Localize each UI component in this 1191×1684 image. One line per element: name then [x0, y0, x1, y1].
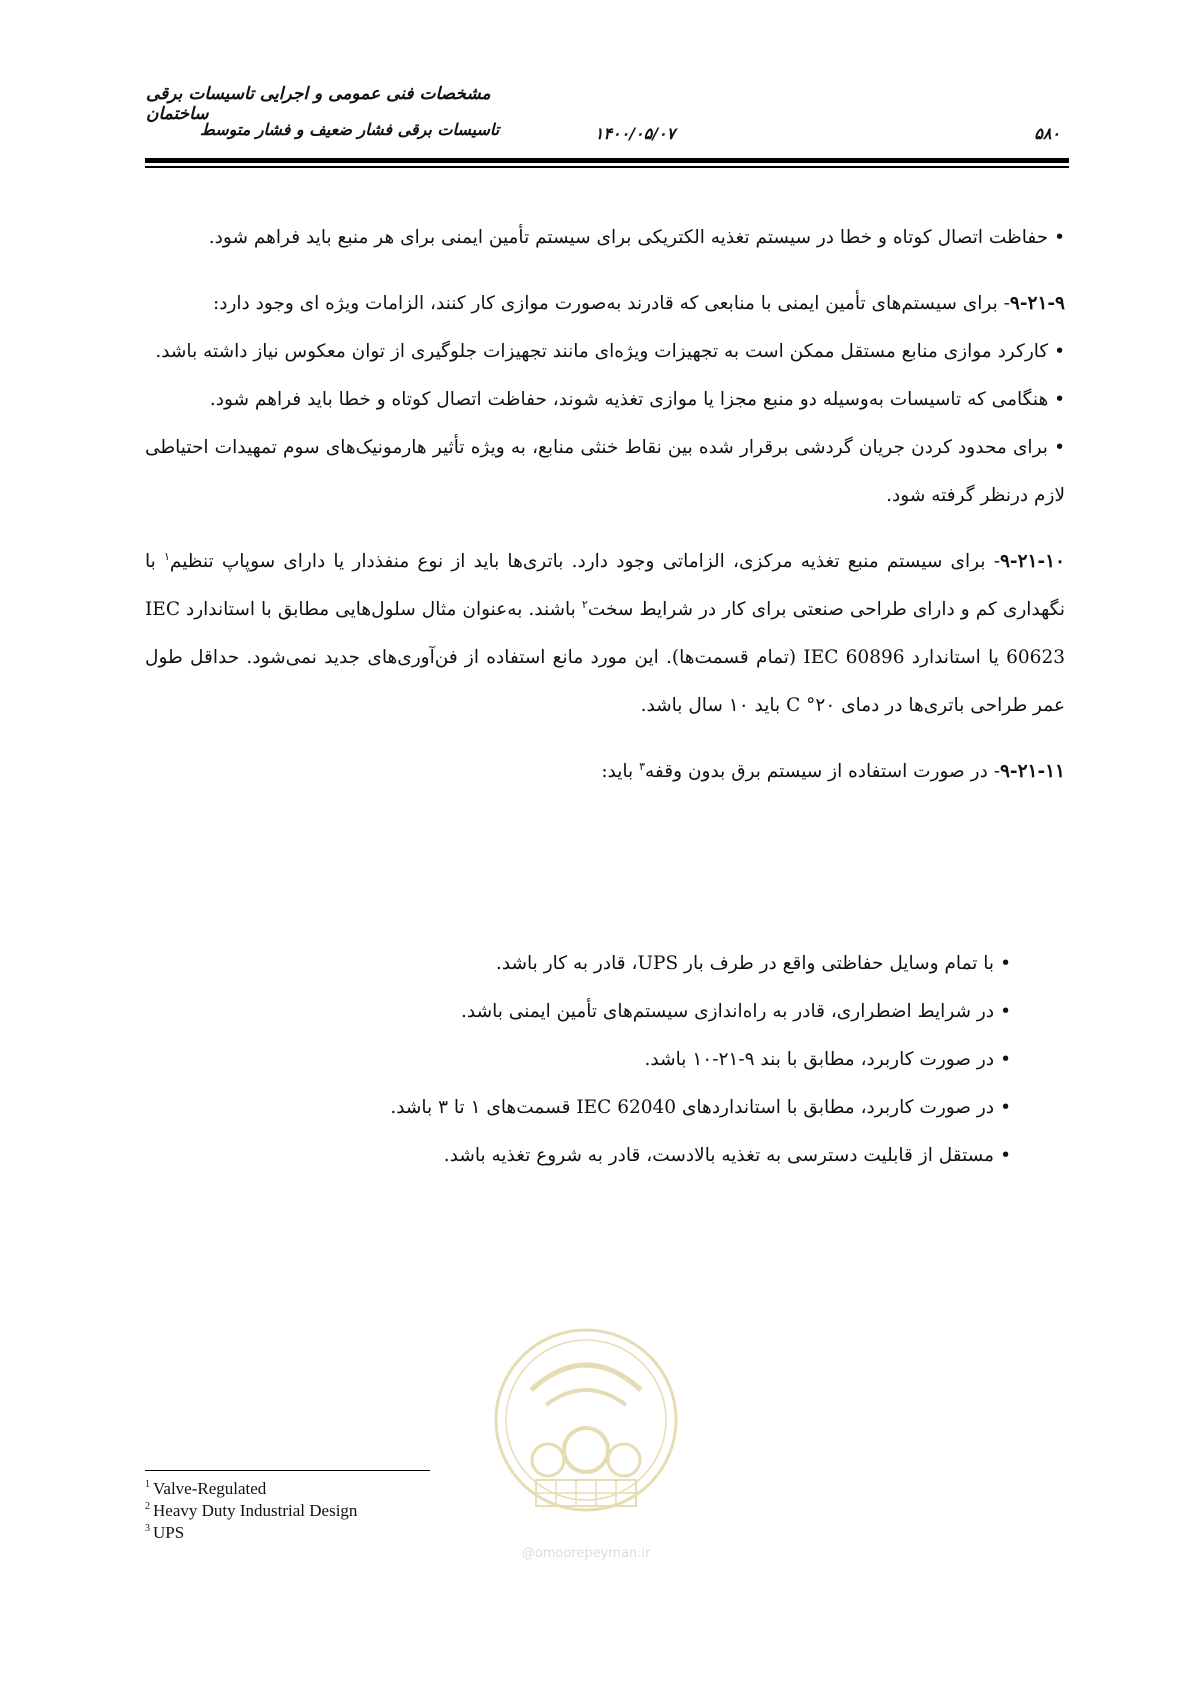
bullet-icon: • — [1000, 1097, 1011, 1118]
footnote: $^2$ Heavy Duty Industrial Design — [145, 1501, 358, 1520]
bullet-icon: • — [1000, 1001, 1011, 1022]
list-item: •در صورت کاربرد، مطابق با استانداردهای IEC 62040 قسمت‌های ۱ تا ۳ باشد. — [390, 1097, 1011, 1118]
section-9-21-9 — [145, 280, 1065, 328]
section-number: ۹-۲۱-۹ — [1009, 293, 1065, 314]
bullet-icon: • — [1000, 1145, 1011, 1166]
section-number: ۹-۲۱-۱۱ — [999, 761, 1065, 782]
section-text: باشند. به‌عنوان مثال سلول‌هایی مطابق با استاندارد IEC 60623 یا استاندارد IEC 60896 (تمام قسمت‌ها). این مورد مانع استفاده از فن‌آوری‌های جدید نمی‌شود. حداقل طول عمر طراحی باتری‌ها در دمای ۲۰° C باید ۱۰ سال باشد. — [145, 599, 1065, 716]
bullet-two-sources: • هنگامی که تاسیسات به‌وسیله دو منبع مجزا یا موازی تغذیه شوند، حفاظت اتصال کوتاه و خطا باید فراهم شود. — [209, 389, 1065, 410]
header-title: مشخصات فنی عمومی و اجرایی تاسیسات برقی ساختمان — [146, 84, 491, 124]
footnote-ref[interactable]: ۲ — [581, 597, 588, 611]
section-text: با نگهداری کم و دارای طراحی صنعتی برای کار در شرایط سخت — [145, 551, 1065, 620]
footnote: $^3$ UPS — [145, 1523, 185, 1542]
list-item: •در شرایط اضطراری، قادر به راه‌اندازی سیستم‌های تأمین ایمنی باشد. — [461, 1001, 1011, 1022]
footnote-ref[interactable]: ۱ — [163, 549, 170, 563]
section-text: - برای سیستم‌های تأمین ایمنی با منابعی که قادرند به‌صورت موازی کار کنند، الزامات ویژه ای وجود دارد: — [212, 293, 1010, 314]
document-body — [145, 214, 1065, 796]
header-date: ۱۴۰۰/۰۵/۰۷ — [594, 124, 676, 143]
bullet-icon: • — [1000, 953, 1011, 974]
section-text: - برای سیستم منبع تغذیه مرکزی، الزاماتی وجود دارد. باتری‌ها باید از نوع منفذدار یا دارای سوپاپ تنظیم — [169, 551, 1000, 572]
footnote-ref[interactable]: ۳ — [639, 759, 646, 773]
header-rule-thick — [145, 158, 1069, 163]
section-text: - در صورت استفاده از سیستم برق بدون وقفه — [645, 761, 1000, 782]
page-number: ۵۸۰ — [1034, 124, 1060, 143]
footnotes — [145, 1478, 545, 1544]
section-9-21-10 — [145, 538, 1065, 730]
section-number: ۹-۲۱-۱۰ — [999, 551, 1065, 572]
header-subtitle: تاسیسات برقی فشار ضعیف و فشار متوسط — [200, 120, 500, 139]
bullet-icon: • — [1000, 1049, 1011, 1070]
list-item: •مستقل از قابلیت دسترسی به تغذیه بالادست، قادر به شروع تغذیه باشد. — [443, 1145, 1011, 1166]
list-item: •در صورت کاربرد، مطابق با بند ۹-۲۱-۱۰ باشد. — [644, 1049, 1011, 1070]
footnote: $^1$ Valve-Regulated — [145, 1479, 267, 1498]
bullet-parallel-operation: • کارکرد موازی منابع مستقل ممکن است به تجهیزات ویژه‌ای مانند تجهیزات جلوگیری از توان معکوس نیاز داشته باشد. — [155, 341, 1065, 362]
section-text: باید: — [601, 761, 640, 782]
section-9-21-11 — [145, 748, 1065, 796]
header-rule-thin — [145, 166, 1069, 168]
watermark-text: @omoorepeyman.ir — [521, 1546, 651, 1561]
list-item: •با تمام وسایل حفاظتی واقع در طرف بار UPS، قادر به کار باشد. — [495, 953, 1011, 974]
footnote-separator — [145, 1470, 430, 1471]
bullet-circulating-current: • برای محدود کردن جریان گردشی برقرار شده بین نقاط خنثی منابع، به ویژه تأثیر هارمونیک‌های سوم تمهیدات احتیاطی لازم درنظر گرفته شود. — [145, 437, 1065, 506]
paragraph-short-circuit: • حفاظت اتصال کوتاه و خطا در سیستم تغذیه الکتریکی برای سیستم تأمین ایمنی برای هر منبع باید فراهم شود. — [208, 227, 1065, 248]
ups-requirements-list — [211, 940, 1011, 1180]
